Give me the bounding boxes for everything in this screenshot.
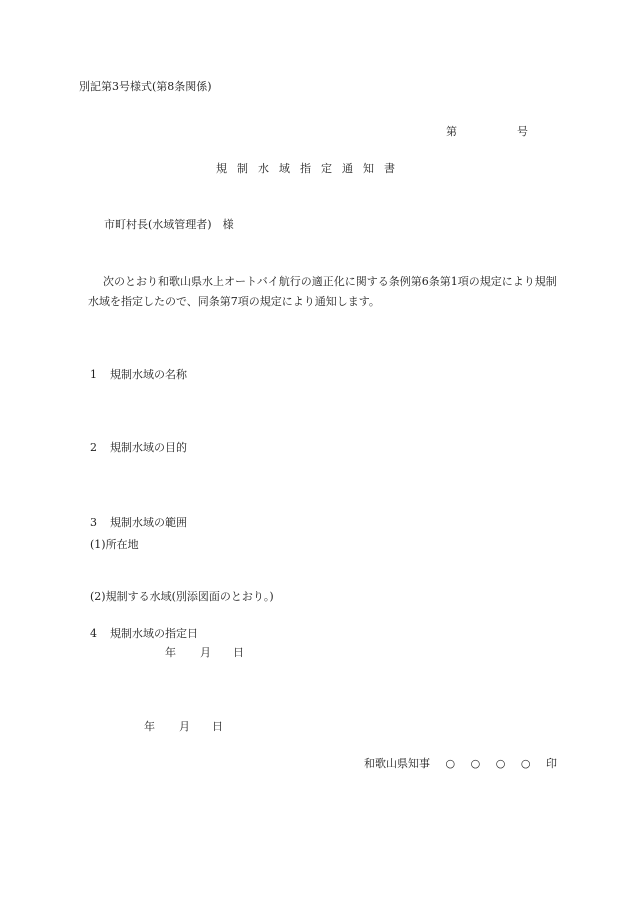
item-purpose (90, 441, 187, 455)
item-label: 規制水域の指定日 (110, 627, 198, 640)
item-number: 3 (90, 516, 97, 529)
designation-date-blank (165, 646, 244, 660)
document-title: 規制水域指定通知書 (216, 162, 405, 175)
name-placeholder: ○ (445, 757, 456, 770)
item-number: 1 (90, 368, 97, 381)
date-month: 月 (179, 720, 190, 733)
seal-mark: 印 (545, 757, 557, 770)
item-number: 4 (90, 627, 97, 640)
date-month: 月 (200, 646, 211, 659)
item-label: 規制水域の名称 (110, 368, 187, 381)
item-scope (90, 516, 187, 530)
issue-date-blank (144, 720, 223, 734)
body-text: 次のとおり和歌山県水上オートバイ航行の適正化に関する条例第6条第1項の規定により規制水域を指定したので、同条第7項の規定により通知します。 (88, 275, 557, 308)
item-number: 2 (90, 441, 97, 454)
recipient: 市町村長(水域管理者) 様 (104, 218, 234, 231)
item-designation-date (90, 627, 198, 641)
name-placeholder: ○ (470, 757, 481, 770)
item-name (90, 368, 187, 382)
signature-line (364, 757, 557, 771)
name-placeholder: ○ (495, 757, 506, 770)
date-year: 年 (165, 646, 176, 659)
form-label: 別記第3号様式(第8条関係) (79, 80, 212, 93)
item-scope-location: (1)所在地 (90, 538, 139, 551)
date-day: 日 (212, 720, 223, 733)
item-scope-waters: (2)規制する水域(別添図面のとおり。) (90, 590, 274, 603)
date-day: 日 (233, 646, 244, 659)
item-label: 規制水域の範囲 (110, 516, 187, 529)
item-label: 規制水域の目的 (110, 441, 187, 454)
date-year: 年 (144, 720, 155, 733)
document-number-prefix: 第 (446, 125, 457, 138)
document-number-suffix: 号 (517, 125, 528, 138)
issuer-title: 和歌山県知事 (364, 757, 430, 770)
name-placeholder: ○ (520, 757, 531, 770)
